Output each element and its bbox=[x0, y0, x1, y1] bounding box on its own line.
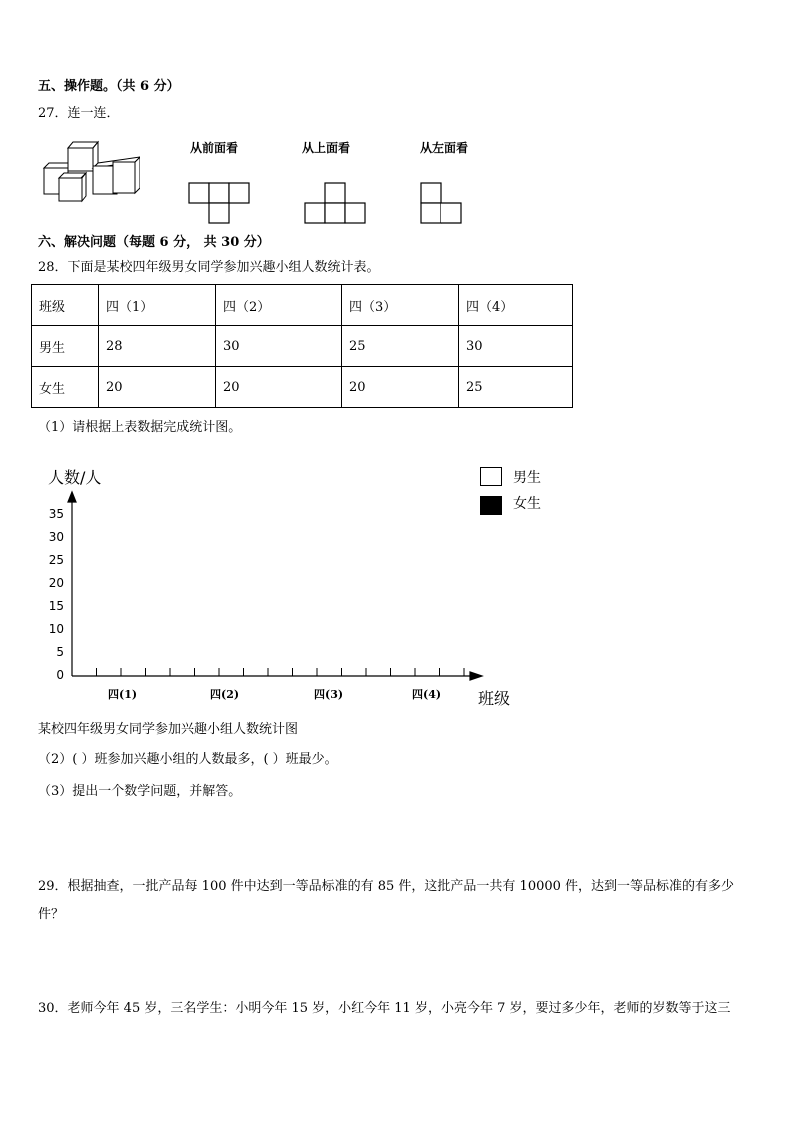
table-cell: 25 bbox=[459, 367, 573, 408]
x-category-label: 四(1) bbox=[108, 688, 138, 701]
table-cell: 班级 bbox=[32, 285, 99, 326]
y-tick-label: 30 bbox=[48, 530, 64, 544]
table-cell: 四（3） bbox=[342, 285, 459, 326]
table-cell: 30 bbox=[216, 326, 342, 367]
table-cell: 28 bbox=[99, 326, 216, 367]
table-cell: 男生 bbox=[32, 326, 99, 367]
view-label-top: 从上面看 bbox=[302, 141, 351, 155]
y-tick-label: 20 bbox=[48, 576, 64, 590]
question-28-2: （2）( ）班参加兴趣小组的人数最多，( ）班最少。 bbox=[38, 752, 338, 767]
question-27: 27．连一连． bbox=[38, 106, 120, 121]
y-tick-label: 0 bbox=[56, 668, 64, 682]
table-cell: 30 bbox=[459, 326, 573, 367]
table-cell: 25 bbox=[342, 326, 459, 367]
table-cell: 20 bbox=[99, 367, 216, 408]
x-axis-title: 班级 bbox=[478, 689, 511, 708]
view-label-front: 从前面看 bbox=[190, 141, 239, 155]
question-29-line1: 29．根据抽查，一批产品每 100 件中达到一等品标准的有 85 件，这批产品一共有 10000 件，达到一等品标准的有多少 bbox=[38, 879, 735, 894]
table-cell: 四（4） bbox=[459, 285, 573, 326]
table-cell: 女生 bbox=[32, 367, 99, 408]
question-28-1: （1）请根据上表数据完成统计图。 bbox=[38, 420, 242, 435]
y-tick-label: 35 bbox=[48, 507, 64, 521]
table-cell: 20 bbox=[342, 367, 459, 408]
y-tick-label: 15 bbox=[48, 599, 64, 613]
view-label-left: 从左面看 bbox=[420, 141, 469, 155]
table-cell: 四（1） bbox=[99, 285, 216, 326]
legend-label-boys: 男生 bbox=[513, 470, 541, 486]
x-category-label: 四(2) bbox=[210, 688, 240, 701]
legend-label-girls: 女生 bbox=[513, 496, 541, 512]
section6-heading: 六、解决问题（每题 6 分， 共 30 分） bbox=[38, 235, 270, 250]
question-29-line2: 件？ bbox=[38, 907, 65, 922]
x-category-label: 四(4) bbox=[412, 688, 442, 701]
question-28-3: （3）提出一个数学问题，并解答。 bbox=[38, 784, 242, 799]
y-tick-label: 10 bbox=[48, 622, 64, 636]
table-cell: 20 bbox=[216, 367, 342, 408]
section5-heading: 五、操作题。（共 6 分） bbox=[38, 79, 180, 94]
y-tick-label: 25 bbox=[48, 553, 64, 567]
y-tick-label: 5 bbox=[56, 645, 64, 659]
table-cell: 四（2） bbox=[216, 285, 342, 326]
question-28: 28．下面是某校四年级男女同学参加兴趣小组人数统计表。 bbox=[38, 260, 380, 275]
y-axis-title: 人数/人 bbox=[48, 468, 102, 487]
x-category-label: 四(3) bbox=[314, 688, 344, 701]
question-30: 30．老师今年 45 岁，三名学生：小明今年 15 岁，小红今年 11 岁，小亮今年 7 岁，要过多少年，老师的岁数等于这三 bbox=[38, 1001, 731, 1016]
chart-caption: 某校四年级男女同学参加兴趣小组人数统计图 bbox=[38, 722, 299, 737]
